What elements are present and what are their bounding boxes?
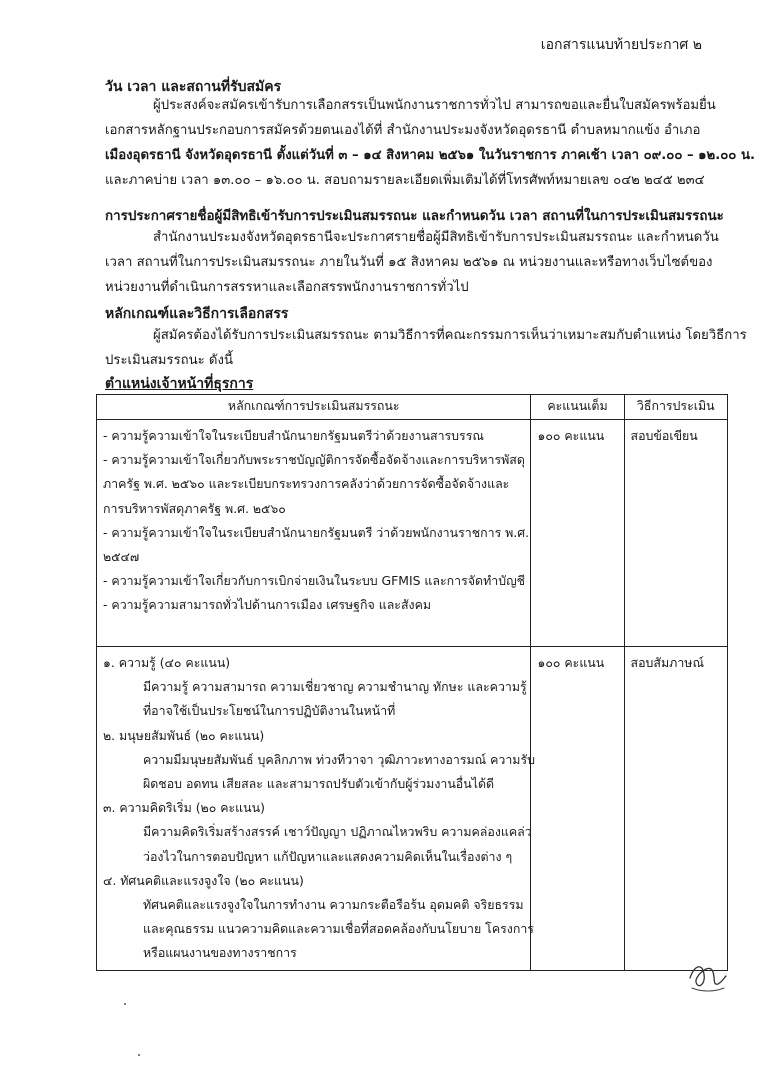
criteria-line: ประเมินสมรรถนะ ดังนี้ [105, 353, 233, 368]
apply-paragraph [105, 93, 755, 193]
criteria-detail: และคุณธรรม แนวความคิดและความเชื่อที่สอดคล้องกับนโยบาย โครงการ [143, 921, 534, 937]
table-row [97, 647, 728, 971]
attachment-label: เอกสารแนบท้ายประกาศ ๒ [540, 37, 702, 53]
header-score: คะแนนเต็ม [531, 395, 624, 420]
scan-speck [138, 1054, 140, 1056]
criteria-detail: หรือแผนงานของทางราชการ [143, 945, 297, 961]
criteria-heading: ๒. มนุษยสัมพันธ์ (๒๐ คะแนน) [103, 727, 265, 743]
header-criteria: หลักเกณฑ์การประเมินสมรรถนะ [97, 395, 531, 420]
criteria-detail: มีความคิดริเริ่มสร้างสรรค์ เชาว์ปัญญา ปฏิภาณไหวพริบ ความคล่องแคล่ว [143, 824, 532, 840]
criteria-item: - ความรู้ความสามารถทั่วไปด้านการเมือง เศรษฐกิจ และสังคม [103, 597, 432, 613]
criteria-item: - ความรู้ความเข้าใจในระเบียบสำนักนายกรัฐมนตรี ว่าด้วยพนักงานราชการ พ.ศ. [103, 524, 530, 540]
written-test-criteria [97, 420, 531, 647]
criteria-item: - ความรู้ความเข้าใจในระเบียบสำนักนายกรัฐมนตรีว่าด้วยงานสารบรรณ [103, 428, 484, 443]
announce-section-title: การประกาศรายชื่อผู้มีสิทธิเข้ารับการประเมินสมรรถนะ และกำหนดวัน เวลา สถานที่ในการประเมินสมรรถนะ [105, 209, 724, 224]
criteria-detail: มีความรู้ ความสามารถ ความเชี่ยวชาญ ความชำนาญ ทักษะ และความรู้ [143, 679, 527, 695]
apply-line: เอกสารหลักฐานประกอบการสมัครด้วยตนเองได้ที่ สำนักงานประมงจังหวัดอุดรธานี ตำบลหมากแข้ง อำเภอ [105, 123, 701, 138]
table-header-row [97, 395, 728, 420]
announce-paragraph [105, 225, 719, 300]
announce-line: สำนักงานประมงจังหวัดอุดรธานีจะประกาศรายชื่อผู้มีสิทธิเข้ารับการประเมินสมรรถนะ และกำหนดวัน [153, 230, 719, 245]
announce-line: เวลา สถานที่ในการประเมินสมรรถนะ ภายในวันที่ ๑๕ สิงหาคม ๒๕๖๑ ณ หน่วยงานและหรือทางเว็บไซต์ของ [105, 255, 713, 270]
apply-section-title: วัน เวลา และสถานที่รับสมัคร [105, 79, 282, 95]
criteria-paragraph [105, 323, 747, 373]
scan-speck [124, 1003, 126, 1005]
announce-line: หน่วยงานที่ดำเนินการสรรหาและเลือกสรรพนักงานราชการทั่วไป [105, 280, 469, 295]
criteria-item: - ความรู้ความเข้าใจเกี่ยวกับการเบิกจ่ายเงินในระบบ GFMIS และการจัดทำบัญชี [103, 573, 526, 589]
apply-line: และภาคบ่าย เวลา ๑๓.๐๐ – ๑๖.๐๐ น. สอบถามรายละเอียดเพิ่มเติมได้ที่โทรศัพท์หมายเลข ๐๔๒ ๒๔๕ ๒๓๔ [105, 173, 705, 188]
header-method: วิธีการประเมิน [624, 395, 727, 420]
interview-criteria [97, 647, 535, 971]
table-row [97, 420, 728, 647]
criteria-detail: ทัศนคติและแรงจูงใจในการทำงาน ความกระตือรือร้น อุดมคติ จริยธรรม [143, 897, 524, 913]
criteria-item: การบริหารพัสดุภาครัฐ พ.ศ. ๒๕๖๐ [103, 500, 286, 516]
criteria-detail: ผิดชอบ อดทน เสียสละ และสามารถปรับตัวเข้ากับผู้ร่วมงานอื่นได้ดี [143, 776, 495, 792]
criteria-heading: ๓. ความคิดริเริ่ม (๒๐ คะแนน) [103, 800, 265, 816]
signature-mark [682, 948, 732, 998]
criteria-line: ผู้สมัครต้องได้รับการประเมินสมรรถนะ ตามวิธีการที่คณะกรรมการเห็นว่าเหมาะสมกับตำแหน่ง โดยวิธีการ [153, 328, 747, 343]
criteria-heading: ๔. ทัศนคติและแรงจูงใจ (๒๐ คะแนน) [103, 872, 304, 888]
criteria-detail: ที่อาจใช้เป็นประโยชน์ในการปฏิบัติงานในหน้าที่ [143, 703, 396, 719]
criteria-item: - ความรู้ความเข้าใจเกี่ยวกับพระราชบัญญัติการจัดซื้อจัดจ้างและการบริหารพัสดุ [103, 452, 525, 468]
apply-line: เมืองอุดรธานี จังหวัดอุดรธานี ตั้งแต่วันที่ ๓ – ๑๔ สิงหาคม ๒๕๖๑ ในวันราชการ ภาคเช้า เวลา ๐๙.๐๐ – ๑๒.๐๐ น. [105, 148, 755, 163]
written-test-score: ๑๐๐ คะแนน [531, 420, 624, 647]
position-title: ตำแหน่งเจ้าหน้าที่ธุรการ [105, 376, 254, 392]
criteria-item: ภาครัฐ พ.ศ. ๒๕๖๐ และระเบียบกระทรวงการคลังว่าด้วยการจัดซื้อจัดจ้างและ [103, 476, 510, 492]
criteria-section-title: หลักเกณฑ์และวิธีการเลือกสรร [105, 306, 289, 322]
criteria-detail: ว่องไวในการตอบปัญหา แก้ปัญหาและแสดงความคิดเห็นในเรื่องต่าง ๆ [143, 848, 513, 864]
criteria-table [96, 394, 728, 971]
criteria-item: ๒๕๔๗ [103, 549, 140, 565]
apply-line: ผู้ประสงค์จะสมัครเข้ารับการเลือกสรรเป็นพนักงานราชการทั่วไป สามารถขอและยื่นใบสมัครพร้อมยื่น [153, 98, 716, 113]
criteria-detail: ความมีมนุษยสัมพันธ์ บุคลิกภาพ ท่วงทีวาจา วุฒิภาวะทางอารมณ์ ความรับ [143, 751, 535, 767]
criteria-heading: ๑. ความรู้ (๔๐ คะแนน) [103, 655, 231, 670]
written-test-method: สอบข้อเขียน [624, 420, 727, 647]
interview-score: ๑๐๐ คะแนน [531, 647, 624, 971]
interview-method: สอบสัมภาษณ์ [624, 647, 727, 971]
